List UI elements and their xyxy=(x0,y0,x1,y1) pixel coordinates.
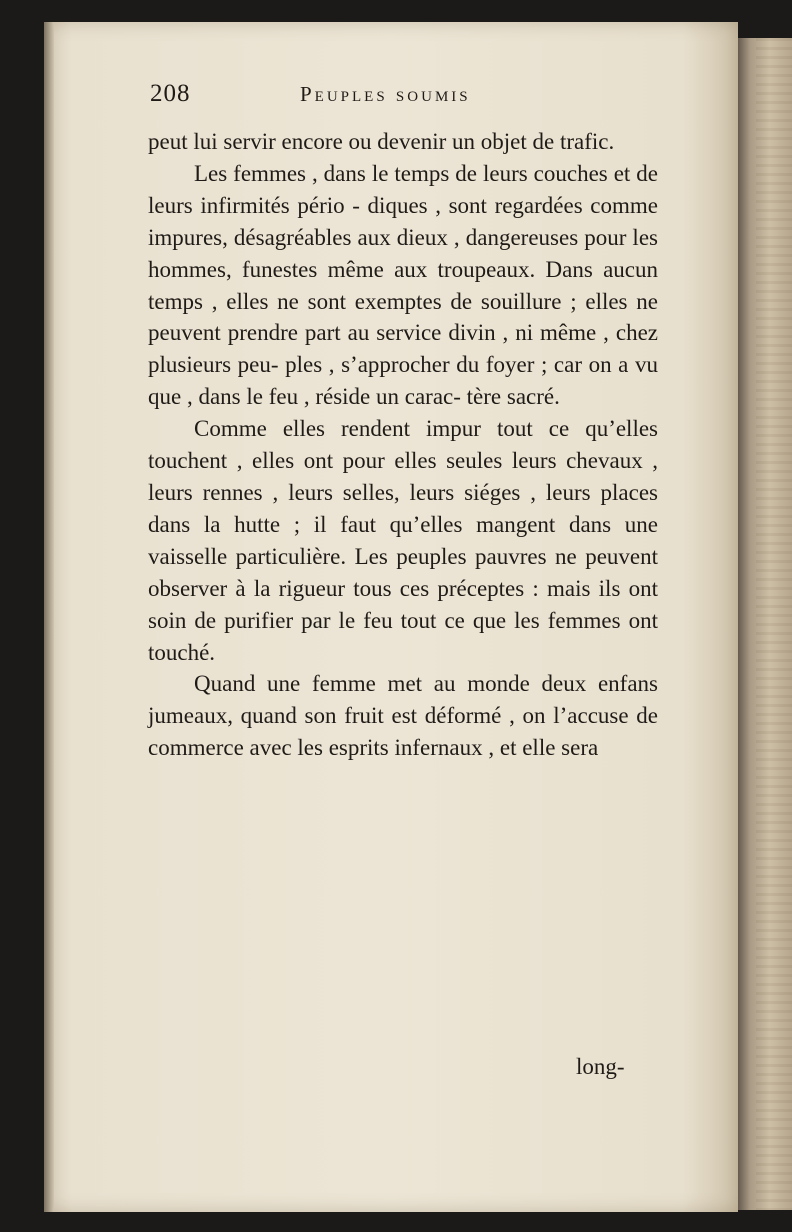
paragraph: Les femmes , dans le temps de leurs couches et de leurs infirmités pério - diques , sont regardées comme impures, désagréables aux dieux , dangereuses pour les hommes, funestes même aux troupeaux. Dans aucun temps , elles ne sont exemptes de souillure ; elles ne peuvent prendre part au service divin , ni même , chez plusieurs peu- ples , s’approcher du foyer ; car on a vu que , dans le feu , réside un carac- tère sacré. xyxy=(148,160,658,410)
running-title: Peuples soumis xyxy=(300,82,471,106)
page-number: 208 xyxy=(150,80,191,107)
page-edge-stack xyxy=(756,38,792,1210)
body-text xyxy=(148,126,658,764)
gutter-shadow xyxy=(44,22,54,1212)
page-header xyxy=(150,80,580,120)
catchword: long- xyxy=(576,1054,625,1079)
paragraph: Comme elles rendent impur tout ce qu’elles touchent , elles ont pour elles seules leurs chevaux , leurs rennes , leurs selles, leurs siéges , leurs places dans la hutte ; il faut qu’elles mangent dans une vaisselle particulière. Les peuples pauvres ne peuvent observer à la rigueur tous ces préceptes : mais ils ont soin de purifier par le feu tout ce que les femmes ont touché. xyxy=(148,416,658,665)
paragraph: Quand une femme met au monde deux enfans jumeaux, quand son fruit est déformé , on l’accuse de commerce avec les esprits infernaux , et elle sera xyxy=(148,671,658,761)
paragraph-continuation: peut lui servir encore ou devenir un objet de trafic. xyxy=(148,129,615,154)
facing-page-edge xyxy=(736,38,792,1210)
